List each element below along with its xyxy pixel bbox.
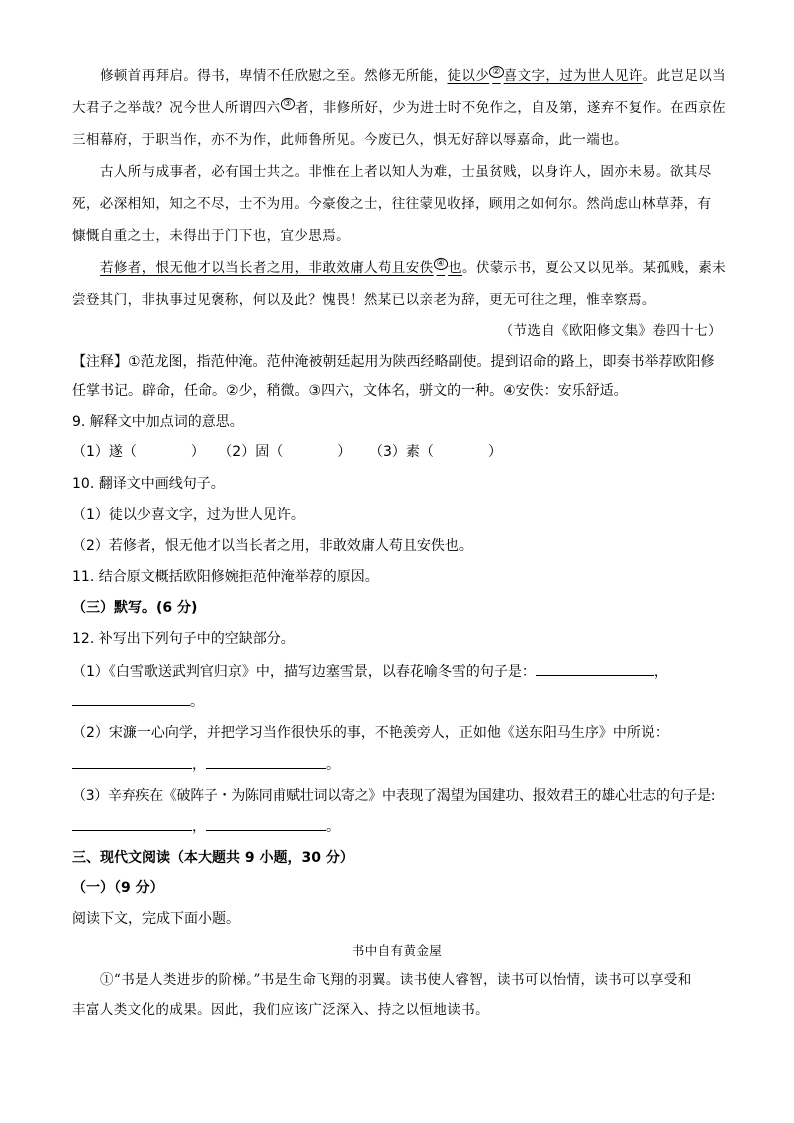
item-label: （2）固（	[218, 444, 284, 460]
source-citation: （节选自《欧阳修文集》卷四十七）	[499, 323, 722, 339]
question-10-sentence-1: （1）徒以少喜文字，过为世人见许。	[72, 507, 305, 523]
classical-p3-line2: 尝登其门，非执事过见褒称，何以及此？愧畏！然某已以亲老为辞，更无可往之理，惟幸察焉。	[72, 292, 656, 308]
text-span: 大君子之举哉？况今世人所谓四六	[72, 100, 281, 116]
part-title-modern-reading: 三、现代文阅读（本大题共 9 小题，30 分）	[72, 850, 354, 866]
question-12-item-1	[72, 661, 722, 682]
notes-line2: 任掌书记。辟命，任命。②少，稍微。③四六，文体名，骈文的一种。④安佚：安乐舒适。	[72, 383, 628, 399]
punctuation: 。	[326, 819, 340, 835]
text-span: 。伏蒙示书，夏公又以见举。某孤贱，素未	[461, 260, 727, 276]
punctuation: ，	[192, 819, 206, 835]
item-text: （1）《白雪歌送武判官归京》中，描写边塞雪景，以春花喻冬雪的句子是：	[72, 664, 536, 680]
item-label: ）	[190, 444, 205, 460]
text-span: 徒以少	[447, 68, 490, 84]
essay-title: 书中自有黄金屋	[351, 943, 443, 958]
question-12-item-2-blanks	[72, 754, 722, 775]
essay-line2: 丰富人类文化的成果。因此，我们应该广泛深入、持之以恒地读书。	[72, 1002, 489, 1018]
classical-p1-line2	[72, 98, 726, 118]
text-span: 。此岂足以当	[642, 68, 727, 84]
underlined-sentence	[448, 68, 643, 84]
classical-p2-line3: 慷慨自重之士，未得出于门下也，宜少思焉。	[72, 228, 350, 244]
notes-line1: 【注释】①范龙图，指范仲淹。范仲淹被朝廷起用为陕西经略副使。提到诏命的路上，即奏书举荐欧阳修	[72, 354, 715, 370]
item-label: ）	[487, 444, 502, 460]
note-marker: ②	[489, 66, 503, 78]
classical-p2-line1: 古人所与成事者，必有国士共之。非惟在上者以知人为难，士虽贫贱，以身许人，固亦未易。欲其尽	[100, 164, 712, 180]
question-12-item-3-blanks	[72, 816, 722, 837]
item-label: （3）素（	[369, 444, 434, 460]
answer-blank[interactable]	[72, 754, 192, 769]
classical-p1-line1	[72, 66, 727, 86]
question-12-item-2: （2）宋濂一心向学，并把学习当作很快乐的事，不艳羡旁人，正如他《送东阳马生序》中所说：	[72, 725, 669, 741]
subsection-title: （一）（9 分）	[72, 880, 164, 896]
text-span: 若修者，恨无他才以当长者之用，非敢效庸人苟且安佚	[100, 260, 434, 276]
classical-p1-line3: 三相幕府，于职当作，亦不为作，此师鲁所见。今废已久，惧无好辞以辱嘉命，此一端也。	[72, 132, 628, 148]
note-marker: ③	[281, 98, 295, 110]
answer-blank[interactable]	[536, 661, 654, 676]
punctuation: ，	[653, 664, 668, 680]
question-10-title: 10. 翻译文中画线句子。	[72, 476, 225, 492]
question-11-title: 11. 结合原文概括欧阳修婉拒范仲淹举荐的原因。	[72, 569, 379, 585]
item-label: ）	[337, 444, 352, 460]
section-title-dictation: （三）默写。(6 分)	[72, 600, 198, 616]
classical-p3-line1	[72, 258, 727, 278]
text-span: 者，非修所好，少为进士时不免作之，自及第，遂弃不复作。在西京佐	[294, 100, 726, 116]
answer-blank[interactable]	[206, 754, 326, 769]
question-12-item-3: （3）辛弃疾在《破阵子・为陈同甫赋壮词以寄之》中表现了渴望为国建功、报效君王的雄心壮志的句子是:	[72, 788, 716, 804]
essay-line1: ①“书是人类进步的阶梯。”书是生命飞翔的羽翼。读书使人睿智，读书可以怡情，读书可以享受和	[100, 972, 692, 988]
reading-instruction: 阅读下文，完成下面小题。	[72, 911, 240, 927]
text-span: 也	[448, 260, 462, 276]
question-9-title: 9. 解释文中加点词的意思。	[72, 414, 244, 430]
question-12-title: 12. 补写出下列句子中的空缺部分。	[72, 631, 295, 647]
punctuation: 。	[326, 757, 340, 773]
question-12-item-1-cont	[72, 691, 722, 712]
question-10-sentence-2: （2）若修者，恨无他才以当长者之用，非敢效庸人苟且安佚也。	[72, 538, 473, 554]
text-span: 喜文字，过为世人见许	[503, 68, 643, 84]
punctuation: 。	[190, 694, 204, 710]
answer-blank[interactable]	[72, 816, 192, 831]
answer-blank[interactable]	[206, 816, 326, 831]
answer-blank[interactable]	[72, 691, 190, 706]
punctuation: ，	[192, 757, 206, 773]
underlined-sentence	[100, 260, 462, 276]
item-label: （1）遂（	[72, 444, 137, 460]
question-9-items	[72, 442, 722, 462]
note-marker: ④	[434, 258, 448, 270]
text-span: 修顿首再拜启。得书，卑情不任欣慰之至。然修无所能，	[100, 68, 448, 84]
classical-p2-line2: 死，必深相知，知之不尽，士不为用。今豪俊之士，往往蒙见收择，顾用之如何尔。然尚虑山林草莽，有	[72, 196, 712, 212]
